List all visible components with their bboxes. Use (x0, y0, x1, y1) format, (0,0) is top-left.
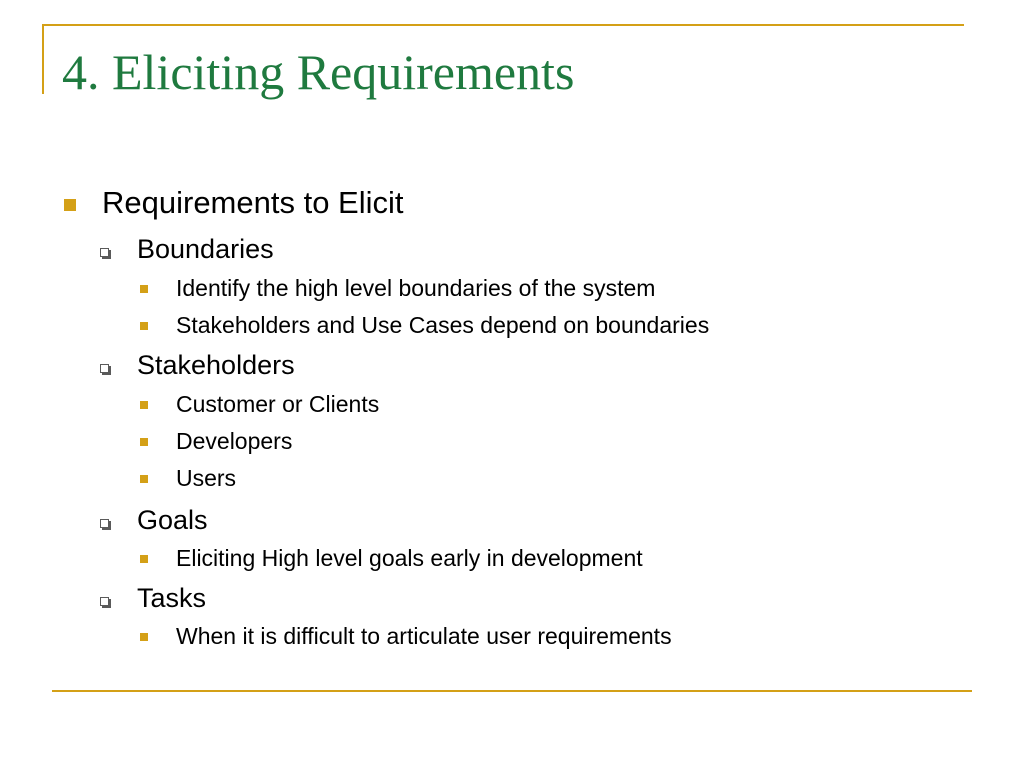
checkbox-bullet-icon (100, 597, 109, 606)
list-item-text: Identify the high level boundaries of the system (176, 275, 656, 301)
checkbox-bullet-icon (100, 248, 109, 257)
section-heading: Goals (137, 505, 208, 535)
checkbox-bullet-icon (100, 519, 109, 528)
square-bullet-icon (140, 438, 148, 446)
frame-left-line (42, 24, 44, 94)
list-item-text: Eliciting High level goals early in development (176, 545, 643, 571)
list-item-text: Stakeholders and Use Cases depend on boundaries (176, 312, 710, 338)
section-heading: Tasks (137, 583, 207, 613)
square-bullet-icon (64, 199, 76, 211)
square-bullet-icon (140, 633, 148, 641)
section-heading: Boundaries (137, 234, 274, 264)
frame-top-line (42, 24, 964, 26)
slide-title: 4. Eliciting Requirements (62, 44, 575, 100)
square-bullet-icon (140, 555, 148, 563)
bullet-main-text: Requirements to Elicit (102, 185, 404, 220)
list-item-text: When it is difficult to articulate user requirements (176, 623, 672, 649)
frame-bottom-line (52, 690, 972, 692)
section-heading: Stakeholders (137, 350, 295, 380)
list-item-text: Developers (176, 428, 293, 454)
list-item-text: Customer or Clients (176, 391, 380, 417)
square-bullet-icon (140, 322, 148, 330)
square-bullet-icon (140, 285, 148, 293)
square-bullet-icon (140, 475, 148, 483)
square-bullet-icon (140, 401, 148, 409)
list-item-text: Users (176, 465, 237, 491)
checkbox-bullet-icon (100, 364, 109, 373)
